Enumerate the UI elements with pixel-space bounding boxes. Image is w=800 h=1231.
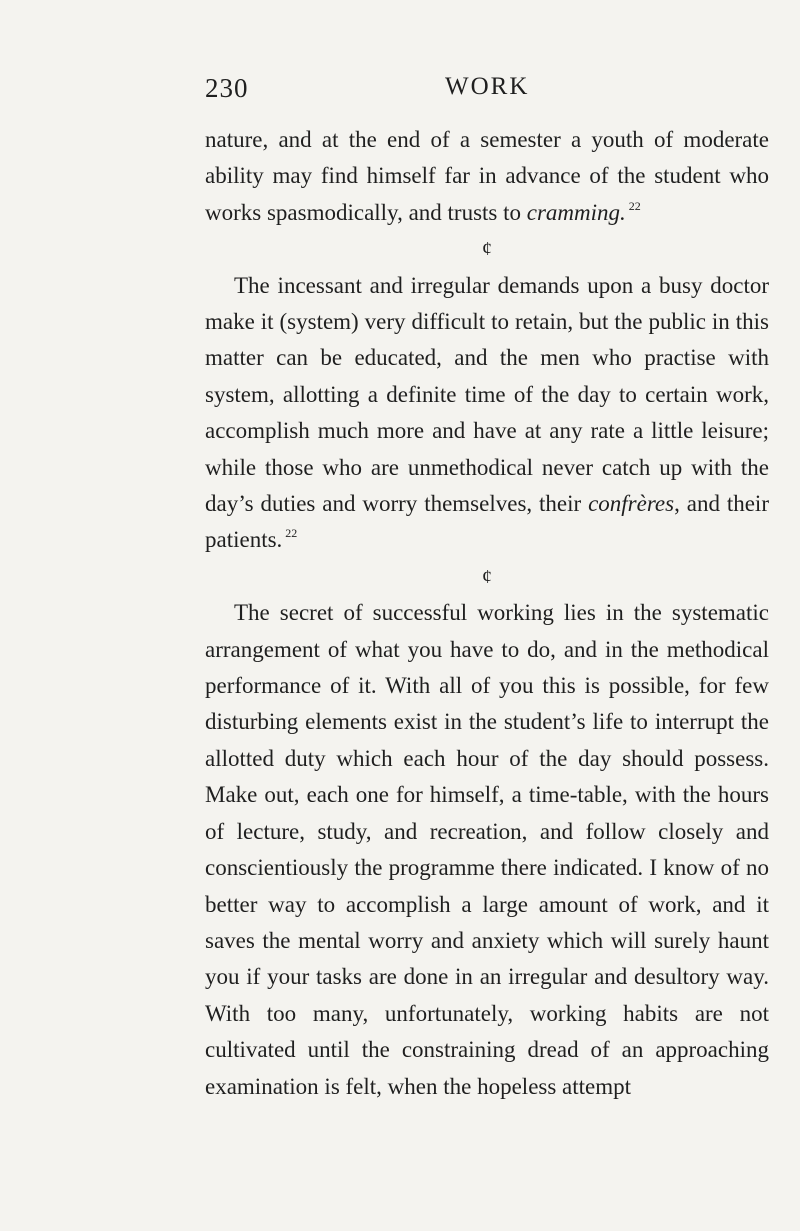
paragraph-2: The incessant and irregular demands upon a busy doctor make it (system) very difficult to retain, but the public in this matter can be educated, and the men who practise with system, allotting a definite time of the day to certain work, accomplish much more and have at any rate a little leisure; while those who are unmethodical never catch up with the day’s duties and worry themselves, their confrères, and their patients. $^{22}$ <box>205 272 769 553</box>
emphasis-cramming: cramming. <box>526 199 626 225</box>
section-ornament-1: ¢ <box>482 238 492 261</box>
body-text <box>205 122 769 1105</box>
paragraph-3: The secret of successful working lies in the systematic arrangement of what you have to do, and in the methodical performance of it. With all of you this is possible, for few disturbing elements exist in the student’s life to interrupt the allotted duty which each hour of the day should possess. Make out, each one for himself, a time-table, with the hours of lecture, study, and recreation, and follow closely and conscientiously the programme there indicated. I know of no better way to accomplish a large amount of work, and it saves the mental worry and anxiety which will surely haunt you if your tasks are done in an irregular and desultory way. With too many, unfortunately, working habits are not cultivated until the constraining dread of an approaching examination is felt, when the hopeless attempt <box>205 600 769 1099</box>
running-head: WORK <box>445 73 530 100</box>
paragraph-1: nature, and at the end of a semester a youth of moderate ability may find himself far in advance of the student who works spasmodically, and trusts to cramming. $^{22}$ <box>205 127 769 225</box>
footnote-ref: 22 <box>285 526 298 541</box>
footnote-ref: 22 <box>628 198 641 213</box>
page-header <box>205 73 655 113</box>
page-number: 230 <box>205 73 249 103</box>
section-ornament-2: ¢ <box>482 565 492 588</box>
emphasis-confreres: confrères <box>588 491 675 517</box>
